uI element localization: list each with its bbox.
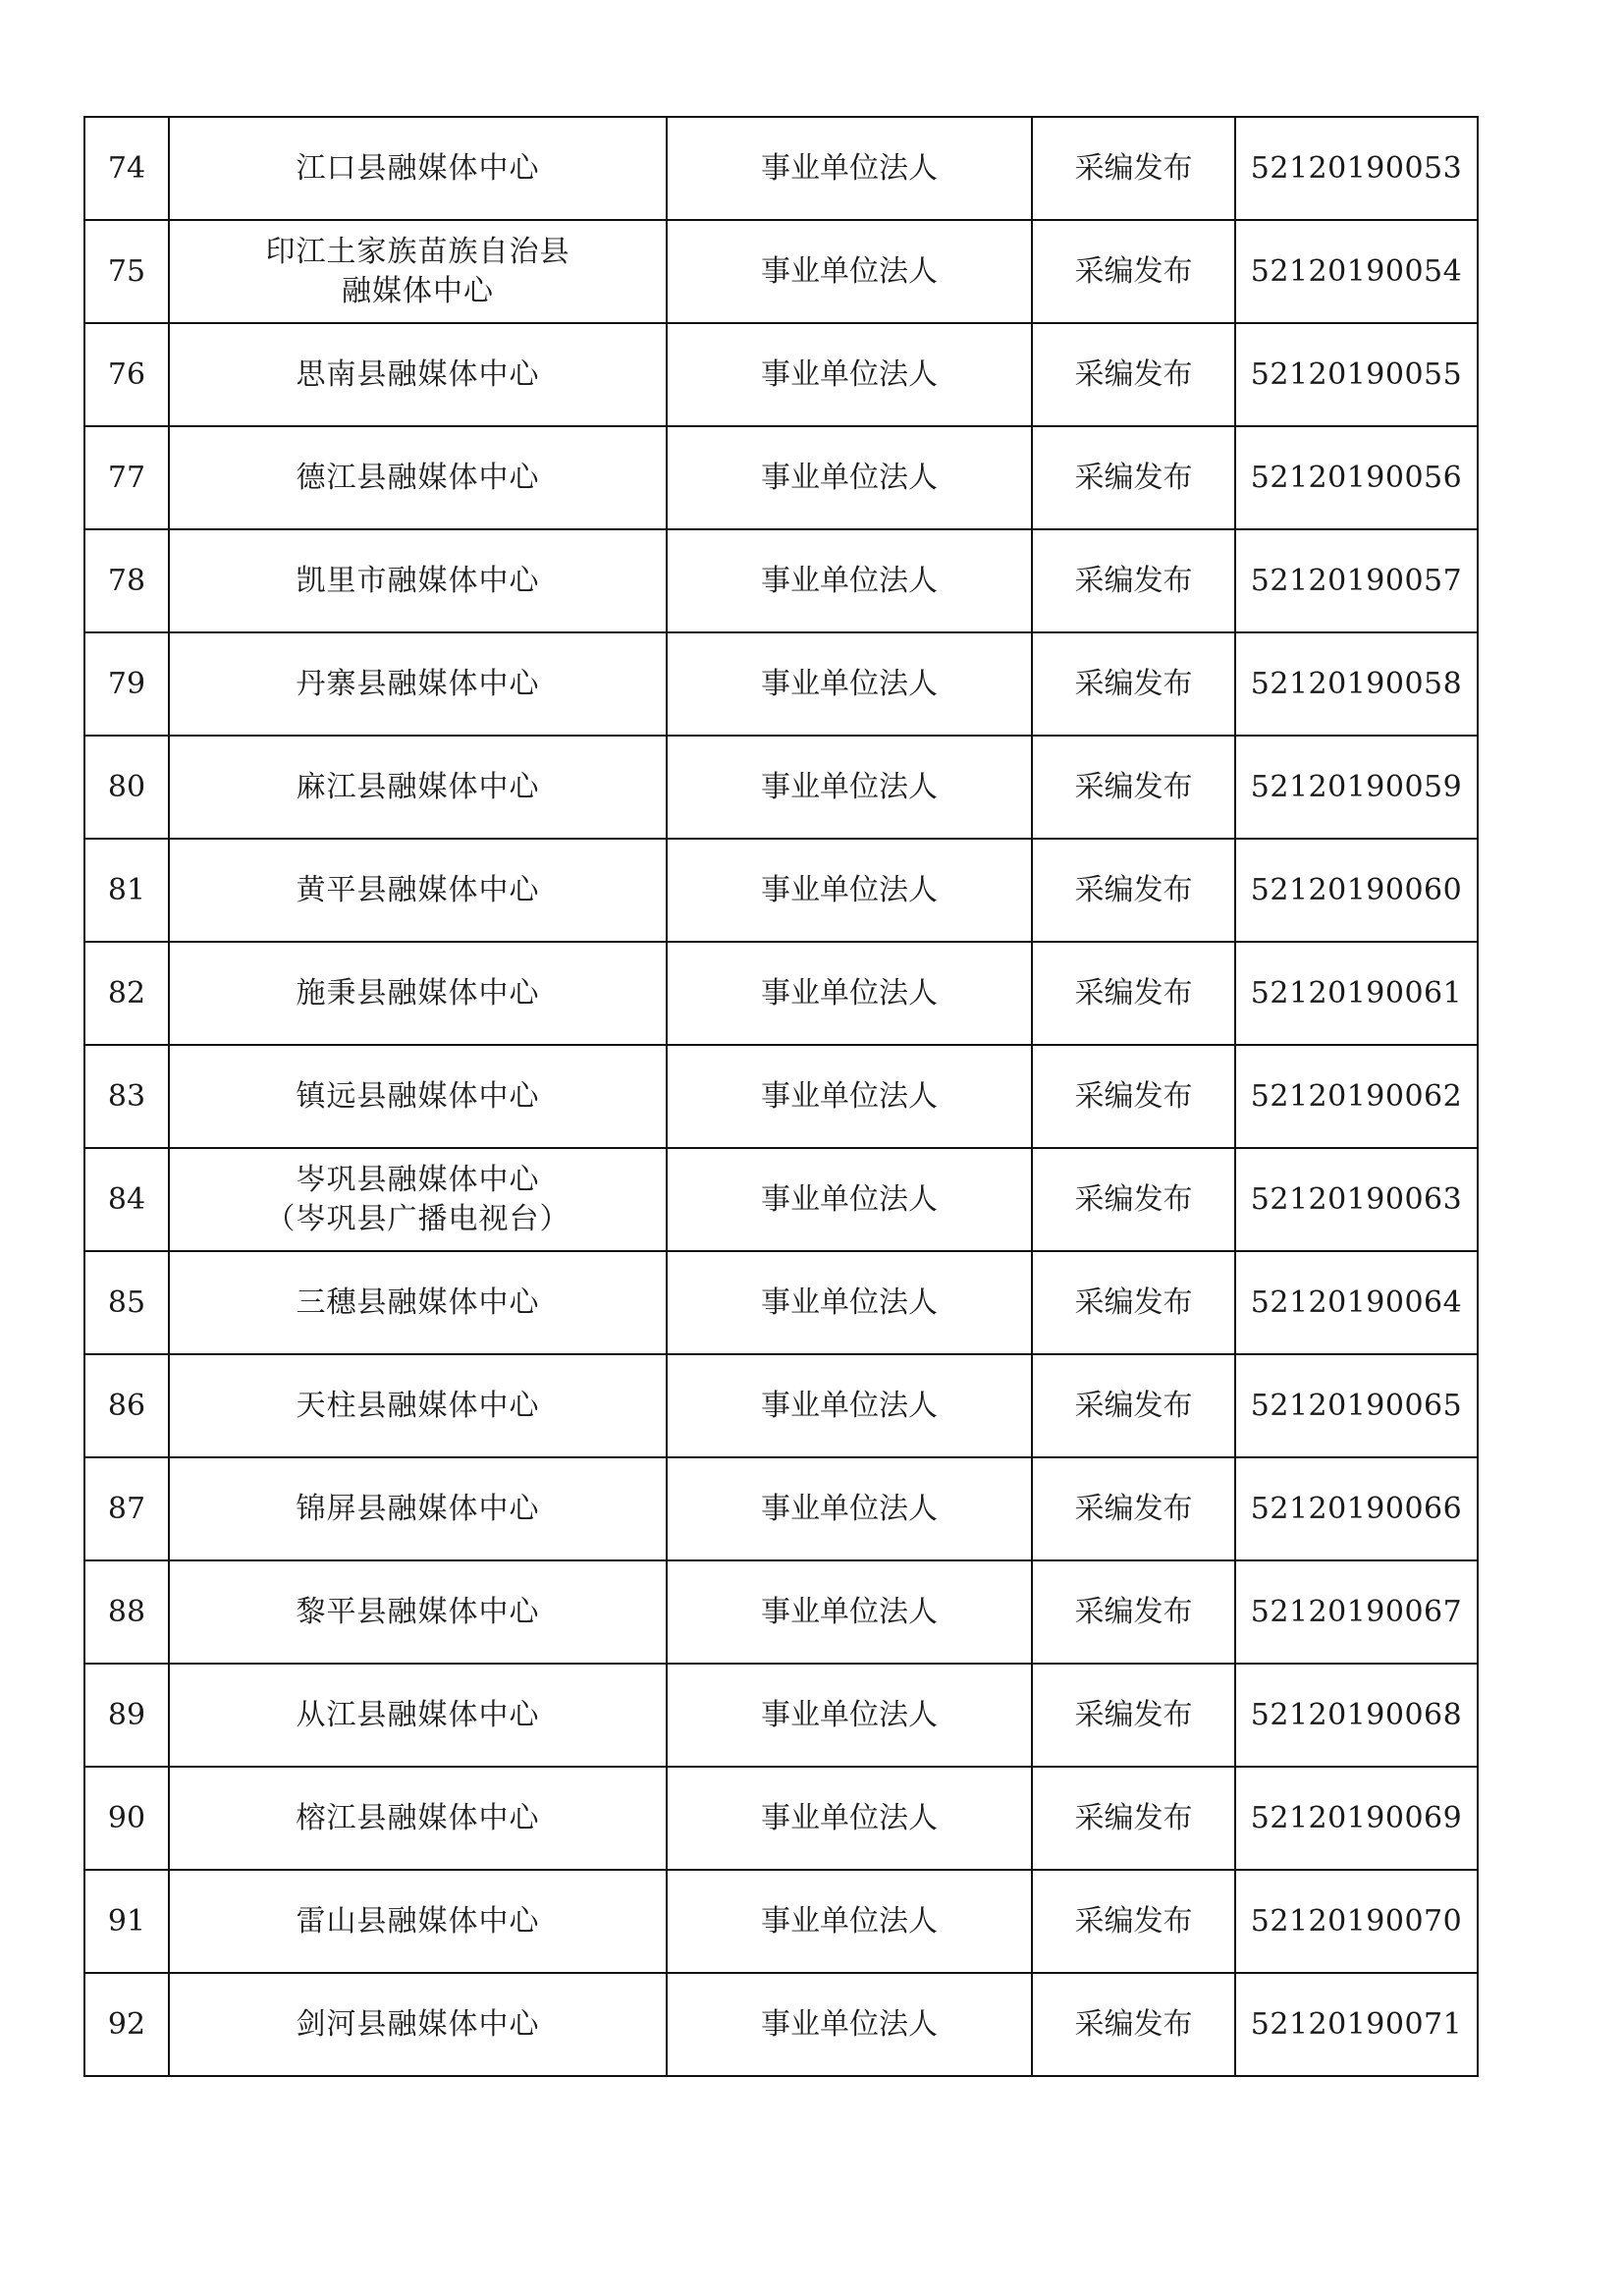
license-code-cell: 52120190071 bbox=[1235, 1973, 1478, 2076]
organization-name-cell bbox=[169, 529, 667, 632]
license-code-cell: 52120190067 bbox=[1235, 1560, 1478, 1664]
row-number-cell: 92 bbox=[84, 1973, 169, 2076]
service-scope-cell: 采编发布 bbox=[1032, 942, 1235, 1045]
entity-type-cell: 事业单位法人 bbox=[667, 632, 1032, 736]
row-number-cell: 79 bbox=[84, 632, 169, 736]
service-scope-cell: 采编发布 bbox=[1032, 1251, 1235, 1354]
row-number-cell: 76 bbox=[84, 323, 169, 426]
organization-name-cell bbox=[169, 736, 667, 839]
entity-type-cell: 事业单位法人 bbox=[667, 1045, 1032, 1148]
service-scope-cell: 采编发布 bbox=[1032, 1664, 1235, 1767]
table-row bbox=[84, 220, 1478, 323]
service-scope-cell: 采编发布 bbox=[1032, 632, 1235, 736]
row-number-cell: 77 bbox=[84, 426, 169, 529]
row-number-cell: 88 bbox=[84, 1560, 169, 1664]
organization-name-cell bbox=[169, 1354, 667, 1457]
license-code-cell: 52120190070 bbox=[1235, 1870, 1478, 1973]
service-scope-cell: 采编发布 bbox=[1032, 1560, 1235, 1664]
table-row bbox=[84, 1457, 1478, 1560]
entity-type-cell: 事业单位法人 bbox=[667, 1148, 1032, 1251]
license-code-cell: 52120190061 bbox=[1235, 942, 1478, 1045]
service-scope-cell: 采编发布 bbox=[1032, 1870, 1235, 1973]
row-number-cell: 90 bbox=[84, 1767, 169, 1870]
organization-name-line: 锦屏县融媒体中心 bbox=[296, 1491, 540, 1526]
table-row bbox=[84, 839, 1478, 942]
organization-name-line: 剑河县融媒体中心 bbox=[296, 2006, 540, 2042]
organization-name-line: 岑巩县融媒体中心 bbox=[296, 1162, 540, 1197]
organization-name-line: 江口县融媒体中心 bbox=[296, 150, 540, 186]
service-scope-cell: 采编发布 bbox=[1032, 426, 1235, 529]
organization-name-cell bbox=[169, 1045, 667, 1148]
table-row bbox=[84, 426, 1478, 529]
service-scope-cell: 采编发布 bbox=[1032, 1354, 1235, 1457]
service-scope-cell: 采编发布 bbox=[1032, 1457, 1235, 1560]
table-row bbox=[84, 1973, 1478, 2076]
service-scope-cell: 采编发布 bbox=[1032, 1045, 1235, 1148]
license-code-cell: 52120190062 bbox=[1235, 1045, 1478, 1148]
license-code-cell: 52120190057 bbox=[1235, 529, 1478, 632]
service-scope-cell: 采编发布 bbox=[1032, 736, 1235, 839]
table-row bbox=[84, 529, 1478, 632]
row-number-cell: 81 bbox=[84, 839, 169, 942]
table-row bbox=[84, 1560, 1478, 1664]
organization-name-cell bbox=[169, 323, 667, 426]
organization-name-cell bbox=[169, 220, 667, 323]
organization-name-line: 凯里市融媒体中心 bbox=[296, 563, 540, 598]
organization-name-cell bbox=[169, 1973, 667, 2076]
registry-table bbox=[83, 116, 1479, 2077]
organization-name-line: 丹寨县融媒体中心 bbox=[296, 666, 540, 701]
row-number-cell: 84 bbox=[84, 1148, 169, 1251]
row-number-cell: 74 bbox=[84, 117, 169, 220]
organization-name-cell bbox=[169, 632, 667, 736]
table-row bbox=[84, 323, 1478, 426]
entity-type-cell: 事业单位法人 bbox=[667, 117, 1032, 220]
service-scope-cell: 采编发布 bbox=[1032, 323, 1235, 426]
organization-name-line: 施秉县融媒体中心 bbox=[296, 975, 540, 1011]
organization-name-line: 镇远县融媒体中心 bbox=[296, 1078, 540, 1114]
license-code-cell: 52120190069 bbox=[1235, 1767, 1478, 1870]
organization-name-line: 思南县融媒体中心 bbox=[296, 356, 540, 392]
table-row bbox=[84, 632, 1478, 736]
organization-name-line: 黄平县融媒体中心 bbox=[296, 872, 540, 907]
entity-type-cell: 事业单位法人 bbox=[667, 1251, 1032, 1354]
license-code-cell: 52120190059 bbox=[1235, 736, 1478, 839]
organization-name-line: （岑巩县广播电视台） bbox=[265, 1201, 570, 1236]
entity-type-cell: 事业单位法人 bbox=[667, 1560, 1032, 1664]
organization-name-line: 融媒体中心 bbox=[342, 273, 494, 308]
row-number-cell: 78 bbox=[84, 529, 169, 632]
organization-name-cell bbox=[169, 1767, 667, 1870]
row-number-cell: 75 bbox=[84, 220, 169, 323]
license-code-cell: 52120190068 bbox=[1235, 1664, 1478, 1767]
table-row bbox=[84, 1354, 1478, 1457]
entity-type-cell: 事业单位法人 bbox=[667, 942, 1032, 1045]
table-row bbox=[84, 1664, 1478, 1767]
organization-name-cell bbox=[169, 1664, 667, 1767]
row-number-cell: 89 bbox=[84, 1664, 169, 1767]
entity-type-cell: 事业单位法人 bbox=[667, 1973, 1032, 2076]
registry-table-body bbox=[84, 117, 1478, 2076]
table-row bbox=[84, 1045, 1478, 1148]
entity-type-cell: 事业单位法人 bbox=[667, 839, 1032, 942]
entity-type-cell: 事业单位法人 bbox=[667, 1664, 1032, 1767]
row-number-cell: 86 bbox=[84, 1354, 169, 1457]
service-scope-cell: 采编发布 bbox=[1032, 117, 1235, 220]
service-scope-cell: 采编发布 bbox=[1032, 220, 1235, 323]
license-code-cell: 52120190063 bbox=[1235, 1148, 1478, 1251]
organization-name-line: 雷山县融媒体中心 bbox=[296, 1903, 540, 1939]
service-scope-cell: 采编发布 bbox=[1032, 1767, 1235, 1870]
entity-type-cell: 事业单位法人 bbox=[667, 1457, 1032, 1560]
license-code-cell: 52120190064 bbox=[1235, 1251, 1478, 1354]
service-scope-cell: 采编发布 bbox=[1032, 529, 1235, 632]
service-scope-cell: 采编发布 bbox=[1032, 839, 1235, 942]
organization-name-cell bbox=[169, 117, 667, 220]
license-code-cell: 52120190054 bbox=[1235, 220, 1478, 323]
entity-type-cell: 事业单位法人 bbox=[667, 426, 1032, 529]
entity-type-cell: 事业单位法人 bbox=[667, 529, 1032, 632]
organization-name-line: 德江县融媒体中心 bbox=[296, 460, 540, 495]
license-code-cell: 52120190065 bbox=[1235, 1354, 1478, 1457]
service-scope-cell: 采编发布 bbox=[1032, 1973, 1235, 2076]
row-number-cell: 91 bbox=[84, 1870, 169, 1973]
table-row bbox=[84, 1767, 1478, 1870]
entity-type-cell: 事业单位法人 bbox=[667, 1870, 1032, 1973]
organization-name-cell bbox=[169, 426, 667, 529]
organization-name-line: 天柱县融媒体中心 bbox=[296, 1388, 540, 1423]
license-code-cell: 52120190060 bbox=[1235, 839, 1478, 942]
organization-name-line: 从江县融媒体中心 bbox=[296, 1697, 540, 1732]
entity-type-cell: 事业单位法人 bbox=[667, 736, 1032, 839]
organization-name-cell bbox=[169, 1870, 667, 1973]
organization-name-cell bbox=[169, 1251, 667, 1354]
license-code-cell: 52120190066 bbox=[1235, 1457, 1478, 1560]
row-number-cell: 80 bbox=[84, 736, 169, 839]
organization-name-line: 榕江县融媒体中心 bbox=[296, 1800, 540, 1835]
organization-name-cell bbox=[169, 942, 667, 1045]
organization-name-line: 三穗县融媒体中心 bbox=[296, 1285, 540, 1320]
service-scope-cell: 采编发布 bbox=[1032, 1148, 1235, 1251]
row-number-cell: 82 bbox=[84, 942, 169, 1045]
table-row bbox=[84, 117, 1478, 220]
row-number-cell: 87 bbox=[84, 1457, 169, 1560]
row-number-cell: 83 bbox=[84, 1045, 169, 1148]
license-code-cell: 52120190056 bbox=[1235, 426, 1478, 529]
entity-type-cell: 事业单位法人 bbox=[667, 220, 1032, 323]
organization-name-cell bbox=[169, 1457, 667, 1560]
table-row bbox=[84, 1148, 1478, 1251]
entity-type-cell: 事业单位法人 bbox=[667, 1767, 1032, 1870]
entity-type-cell: 事业单位法人 bbox=[667, 323, 1032, 426]
organization-name-cell bbox=[169, 1560, 667, 1664]
organization-name-cell bbox=[169, 839, 667, 942]
organization-name-line: 黎平县融媒体中心 bbox=[296, 1594, 540, 1629]
organization-name-cell bbox=[169, 1148, 667, 1251]
entity-type-cell: 事业单位法人 bbox=[667, 1354, 1032, 1457]
table-row bbox=[84, 1251, 1478, 1354]
license-code-cell: 52120190055 bbox=[1235, 323, 1478, 426]
table-row bbox=[84, 736, 1478, 839]
organization-name-line: 印江土家族苗族自治县 bbox=[265, 234, 570, 269]
table-row bbox=[84, 1870, 1478, 1973]
organization-name-line: 麻江县融媒体中心 bbox=[296, 769, 540, 804]
row-number-cell: 85 bbox=[84, 1251, 169, 1354]
license-code-cell: 52120190058 bbox=[1235, 632, 1478, 736]
table-row bbox=[84, 942, 1478, 1045]
license-code-cell: 52120190053 bbox=[1235, 117, 1478, 220]
